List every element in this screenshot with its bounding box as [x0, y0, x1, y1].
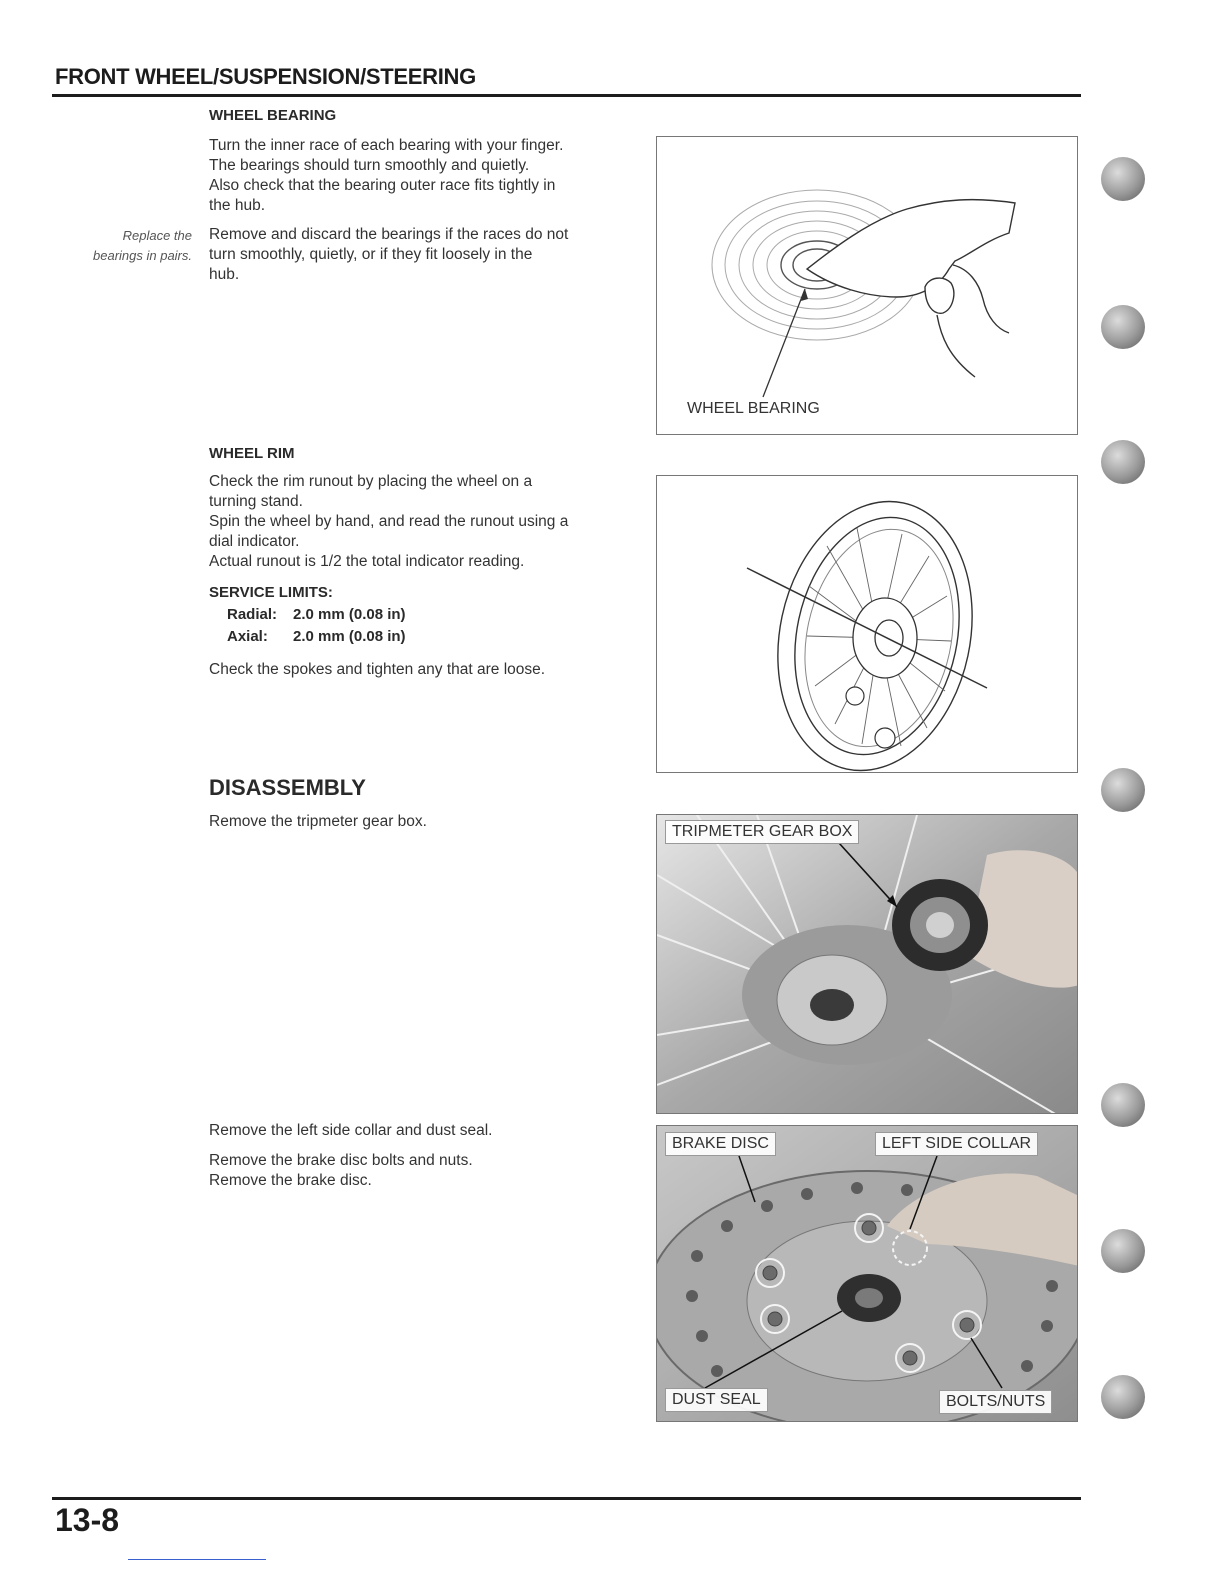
brake-disc-photo-illustration: [657, 1126, 1078, 1422]
brake-disc-callout: BRAKE DISC: [665, 1132, 776, 1156]
radial-limit: [209, 604, 406, 626]
text-line: turning stand.: [209, 493, 303, 510]
disassembly-heading: DISASSEMBLY: [209, 775, 366, 800]
text-line: The bearings should turn smoothly and quietly.: [209, 157, 530, 174]
bolts-nuts-callout: BOLTS/NUTS: [939, 1390, 1052, 1414]
wheel-bearing-heading: WHEEL BEARING: [209, 107, 337, 124]
text-line: Remove and discard the bearings if the races do not: [209, 226, 569, 243]
text-line: Remove the brake disc.: [209, 1172, 372, 1189]
page-title: FRONT WHEEL/SUSPENSION/STEERING: [55, 64, 476, 89]
wheel-rim-paragraph: [209, 472, 649, 572]
text-line: turn smoothly, quietly, or if they fit loosely in the: [209, 246, 533, 263]
brake-disc-photo: [656, 1125, 1078, 1422]
axial-label: Axial:: [227, 628, 268, 645]
axial-value: 2.0 mm (0.08 in): [293, 628, 406, 645]
margin-note: [52, 226, 192, 266]
service-limits-label: SERVICE LIMITS:: [209, 584, 333, 601]
index-tab: [1101, 440, 1145, 484]
wheel-rim-illustration: [657, 476, 1077, 772]
footer-rule: [52, 1497, 1081, 1500]
wheel-bearing-callout: WHEEL BEARING: [687, 400, 820, 417]
disassembly-step-1: Remove the tripmeter gear box.: [209, 813, 427, 830]
wheel-bearing-paragraph-2: [209, 225, 649, 285]
wheel-bearing-paragraph-1: [209, 136, 649, 216]
axial-limit: [209, 626, 406, 648]
text-line: hub.: [209, 266, 240, 283]
text-line: Turn the inner race of each bearing with your finger.: [209, 137, 564, 154]
text-line: Spin the wheel by hand, and read the runout using a: [209, 513, 569, 530]
tripmeter-photo-illustration: [657, 815, 1078, 1114]
disassembly-step-3: [209, 1151, 649, 1191]
footer-link-underline[interactable]: [128, 1559, 266, 1560]
tripmeter-gear-box-photo: [656, 814, 1078, 1114]
index-tab: [1101, 1083, 1145, 1127]
wheel-rim-figure: [656, 475, 1078, 773]
wheel-rim-heading: WHEEL RIM: [209, 445, 295, 462]
text-line: dial indicator.: [209, 533, 300, 550]
dust-seal-callout: DUST SEAL: [665, 1388, 768, 1412]
left-side-collar-callout: LEFT SIDE COLLAR: [875, 1132, 1038, 1156]
wheel-bearing-figure: [656, 136, 1078, 435]
spokes-text: Check the spokes and tighten any that are loose.: [209, 661, 546, 678]
radial-label: Radial:: [227, 606, 278, 623]
text-line: Also check that the bearing outer race fits tightly in: [209, 177, 556, 194]
disassembly-step-2: Remove the left side collar and dust seal.: [209, 1122, 493, 1139]
text-line: Actual runout is 1/2 the total indicator reading.: [209, 553, 525, 570]
index-tab: [1101, 768, 1145, 812]
page-number: 13-8: [55, 1502, 120, 1538]
text-line: the hub.: [209, 197, 266, 214]
service-limits: [209, 582, 406, 648]
radial-value: 2.0 mm (0.08 in): [293, 606, 406, 623]
margin-note-line: bearings in pairs.: [93, 248, 192, 263]
index-tab: [1101, 1229, 1145, 1273]
margin-note-line: Replace the: [122, 228, 192, 243]
wheel-bearing-illustration: [657, 137, 1077, 434]
title-rule: [52, 94, 1081, 97]
index-tab: [1101, 305, 1145, 349]
text-line: Check the rim runout by placing the wheel on a: [209, 473, 533, 490]
text-line: Remove the brake disc bolts and nuts.: [209, 1152, 473, 1169]
index-tab: [1101, 1375, 1145, 1419]
tripmeter-gear-box-callout: TRIPMETER GEAR BOX: [665, 820, 859, 844]
index-tab: [1101, 157, 1145, 201]
